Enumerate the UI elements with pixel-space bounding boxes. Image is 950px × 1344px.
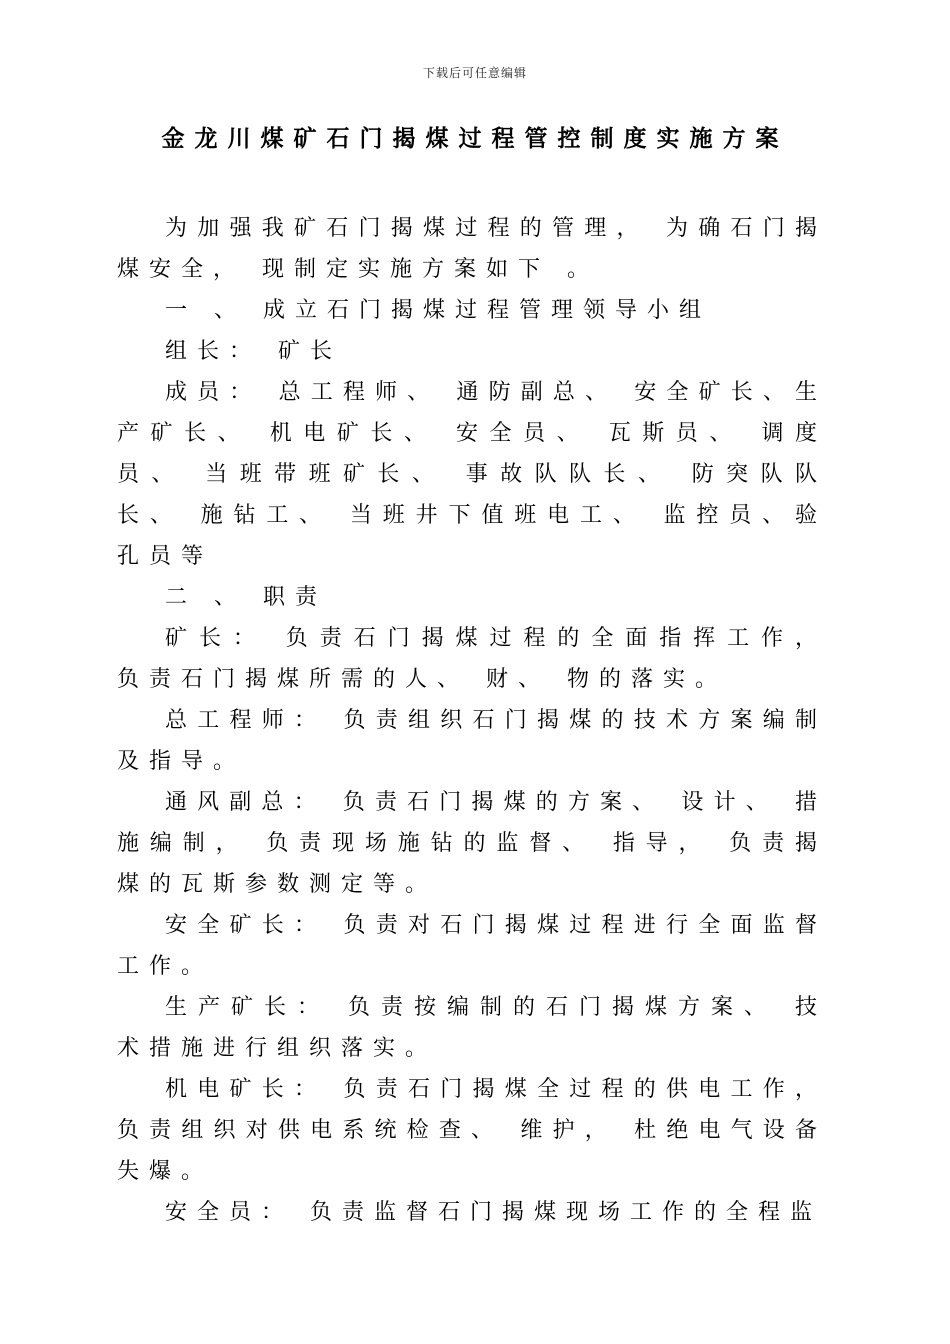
paragraph-duty-chief-engineer: 总工程师： 负责组织石门揭煤的技术方案编制及指导。: [117, 708, 827, 774]
paragraph-intro: 为加强我矿石门揭煤过程的管理， 为确石门揭煤安全， 现制定实施方案如下 。: [117, 216, 827, 282]
paragraph-duty-production-director: 生产矿长： 负责按编制的石门揭煤方案、 技术措施进行组织落实。: [117, 995, 827, 1061]
paragraph-duty-safety-officer: 安全员： 负责监督石门揭煤现场工作的全程监: [165, 1200, 822, 1225]
paragraph-duty-mine-director: 矿长： 负责石门揭煤过程的全面指挥工作， 负责石门揭煤所需的人、 财、 物的落实。: [117, 626, 827, 692]
section-heading-1: 一 、 成立石门揭煤过程管理领导小组: [165, 298, 711, 323]
document-body: [117, 208, 827, 1233]
paragraph-members: 成员： 总工程师、 通防副总、 安全矿长、生产矿长、 机电矿长、 安全员、 瓦斯员、 调度员、 当班带班矿长、 事故队队长、 防突队队长、 施钻工、 当班井下值班电工、 监控员、验孔员等: [117, 380, 827, 569]
paragraph-duty-safety-director: 安全矿长： 负责对石门揭煤过程进行全面监督工作。: [117, 913, 827, 979]
document-title: 金龙川煤矿石门揭煤过程管控制度实施方案: [161, 125, 789, 152]
paragraph-leader: 组长： 矿长: [165, 339, 342, 364]
paragraph-duty-electromechanical-director: 机电矿长： 负责石门揭煤全过程的供电工作， 负责组织对供电系统检查、 维护， 杜绝电气设备失爆。: [117, 1077, 827, 1184]
header-note: 下载后可任意编辑: [422, 66, 527, 80]
section-heading-2: 二 、 职责: [165, 585, 327, 610]
paragraph-duty-ventilation-deputy: 通风副总： 负责石门揭煤的方案、 设计、 措施编制， 负责现场施钻的监督、 指导， 负责揭煤的瓦斯参数测定等。: [117, 790, 827, 897]
